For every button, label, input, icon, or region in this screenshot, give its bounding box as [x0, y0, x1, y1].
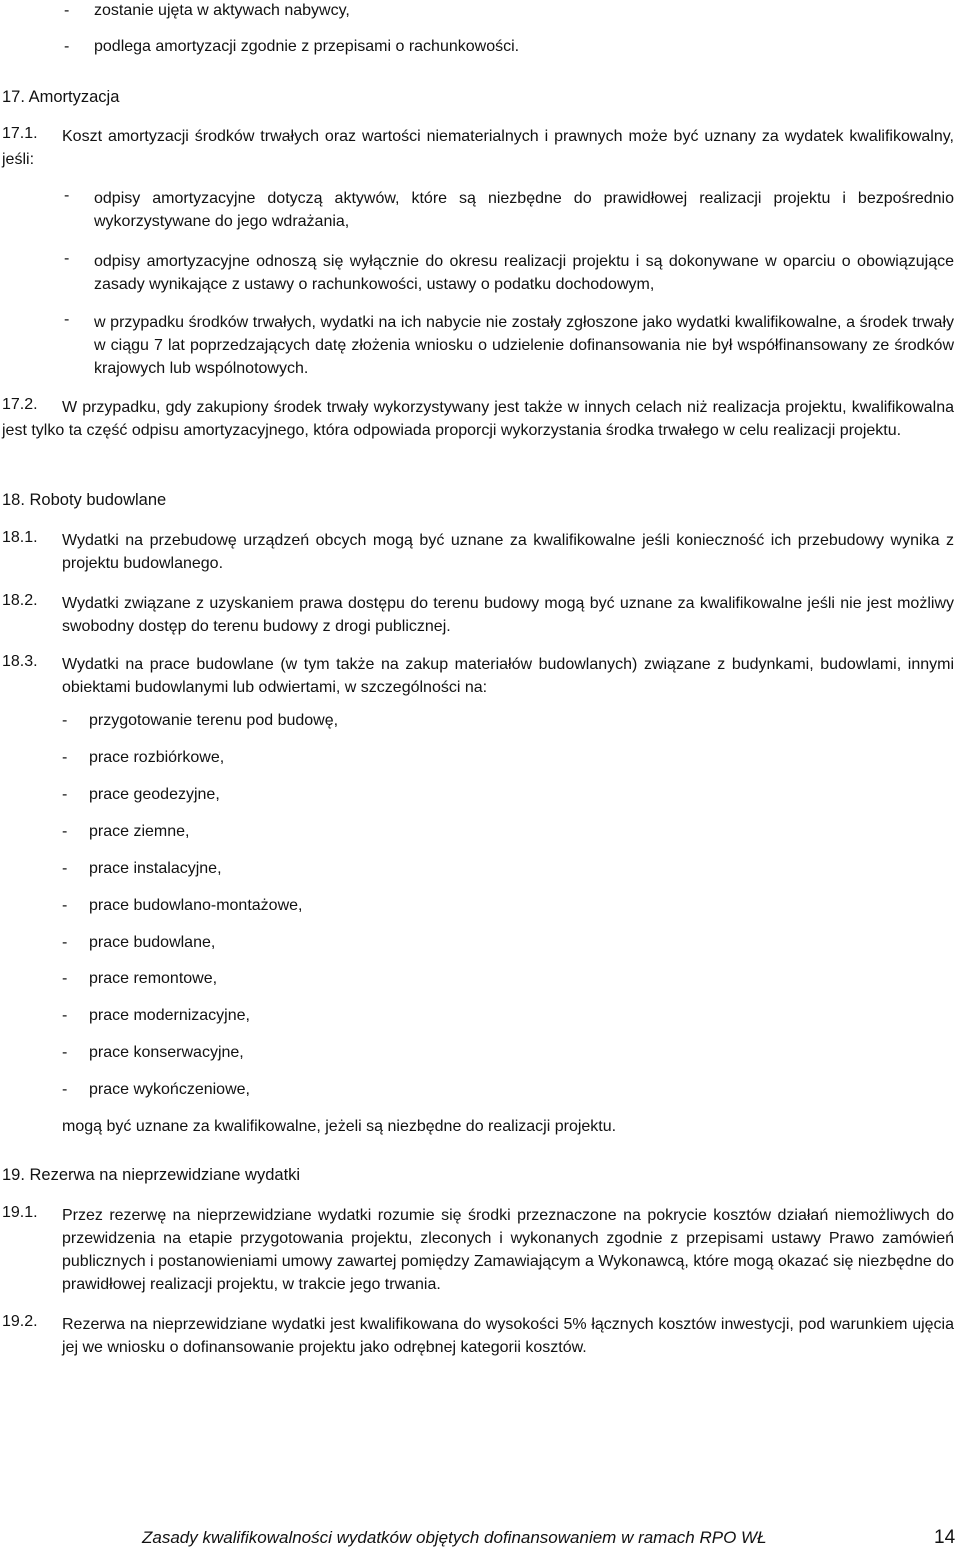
list-dash: - — [62, 786, 68, 803]
section-heading: 17. Amortyzacja — [2, 88, 120, 106]
section-heading: 18. Roboty budowlane — [2, 491, 167, 509]
paragraph-text: Wydatki na prace budowlane (w tym także na zakup materiałów budowlanych) związane z budynkami, budowlami, innymi obiektami budowlanymi lub odwiertami, w szczególności na: — [62, 656, 954, 696]
list-item: prace modernizacyjne, — [89, 1007, 250, 1024]
list-dash: - — [64, 38, 70, 55]
page-footer: Zasady kwalifikowalności wydatków objętych dofinansowaniem w ramach RPO WŁ — [142, 1528, 767, 1547]
list-dash: - — [64, 187, 70, 204]
list-dash: - — [62, 1007, 68, 1024]
list-dash: - — [62, 934, 68, 951]
paragraph-number: 18.1. — [2, 529, 38, 546]
paragraph-text: Przez rezerwę na nieprzewidziane wydatki rozumie się środki przeznaczone na pokrycie kosztów działań niemożliwych do przewidzenia na etapie przygotowania projektu, zleconych i wykonanych zgodnie z przepisami ustawy Prawo zamówień publicznych i postanowieniami umowy zawartej pomiędzy Zamawiającym a Wykonawcą, które mogą okazać się niezbędne do prawidłowej realizacji projektu, w trakcie jego trwania. — [62, 1207, 954, 1293]
paragraph-number: 18.2. — [2, 592, 38, 609]
list-item: prace konserwacyjne, — [89, 1044, 244, 1061]
list-item: prace rozbiórkowe, — [89, 749, 225, 766]
list-item: w przypadku środków trwałych, wydatki na ich nabycie nie zostały zgłoszone jako wydatki kwalifikowalne, a środek trwały w ciągu 7 lat poprzedzających datę złożenia wniosku o udzielenie dofinansowania nie był współfinansowany ze środków krajowych lub wspólnotowych. — [94, 314, 954, 377]
list-dash: - — [62, 1044, 68, 1061]
list-dash: - — [62, 970, 68, 987]
paragraph-closing: mogą być uznane za kwalifikowalne, jeżeli są niezbędne do realizacji projektu. — [62, 1118, 617, 1135]
page-number: 14 — [934, 1527, 956, 1548]
list-dash: - — [62, 749, 68, 766]
list-dash: - — [62, 1081, 68, 1098]
list-item: prace geodezyjne, — [89, 786, 220, 803]
paragraph-number: 19.2. — [2, 1313, 38, 1330]
list-item: odpisy amortyzacyjne dotyczą aktywów, które są niezbędne do prawidłowej realizacji projektu i bezpośrednio wykorzystywane do jego wdrażania, — [94, 190, 954, 230]
paragraph-text: Wydatki związane z uzyskaniem prawa dostępu do terenu budowy mogą być uznane za kwalifikowalne jeśli nie jest możliwy swobodny dostęp do terenu budowy z drogi publicznej. — [62, 595, 954, 635]
list-item: zostanie ujęta w aktywach nabywcy, — [94, 2, 350, 19]
list-item: podlega amortyzacji zgodnie z przepisami o rachunkowości. — [94, 38, 520, 55]
list-item: prace instalacyjne, — [89, 860, 222, 877]
paragraph-number: 18.3. — [2, 653, 38, 670]
paragraph-number: 17.1. — [2, 125, 38, 142]
paragraph-number: 17.2. — [2, 396, 38, 413]
list-dash: - — [62, 897, 68, 914]
paragraph-text: W przypadku, gdy zakupiony środek trwały wykorzystywany jest także w innych celach niż realizacja projektu, kwalifikowalna jest tylko ta część odpisu amortyzacyjnego, która odpowiada proporcji wykorzystania środka trwałego w celu realizacji projektu. — [2, 399, 954, 439]
list-dash: - — [64, 2, 70, 19]
list-dash: - — [62, 823, 68, 840]
section-heading: 19. Rezerwa na nieprzewidziane wydatki — [2, 1166, 301, 1184]
list-item: prace ziemne, — [89, 823, 190, 840]
list-item: prace wykończeniowe, — [89, 1081, 250, 1098]
list-item: prace remontowe, — [89, 970, 218, 987]
list-dash: - — [64, 311, 70, 328]
list-dash: - — [62, 712, 68, 729]
paragraph-text: Wydatki na przebudowę urządzeń obcych mogą być uznane za kwalifikowalne jeśli konieczność ich przebudowy wynika z projektu budowlanego. — [62, 532, 954, 572]
paragraph-text: Rezerwa na nieprzewidziane wydatki jest kwalifikowana do wysokości 5% łącznych kosztów inwestycji, pod warunkiem ujęcia jej we wniosku o dofinansowanie projektu jako odrębnej kategorii kosztów. — [62, 1316, 954, 1356]
list-dash: - — [62, 860, 68, 877]
list-item: prace budowlane, — [89, 934, 216, 951]
paragraph-number: 19.1. — [2, 1204, 38, 1221]
list-item: prace budowlano-montażowe, — [89, 897, 303, 914]
list-dash: - — [64, 250, 70, 267]
list-item: odpisy amortyzacyjne odnoszą się wyłącznie do okresu realizacji projektu i są dokonywane w oparciu o obowiązujące zasady wynikające z ustawy o rachunkowości, ustawy o podatku dochodowym, — [94, 253, 954, 293]
paragraph-text: Koszt amortyzacji środków trwałych oraz wartości niematerialnych i prawnych może być uznany za wydatek kwalifikowalny, jeśli: — [2, 128, 954, 168]
list-item: przygotowanie terenu pod budowę, — [89, 712, 339, 729]
